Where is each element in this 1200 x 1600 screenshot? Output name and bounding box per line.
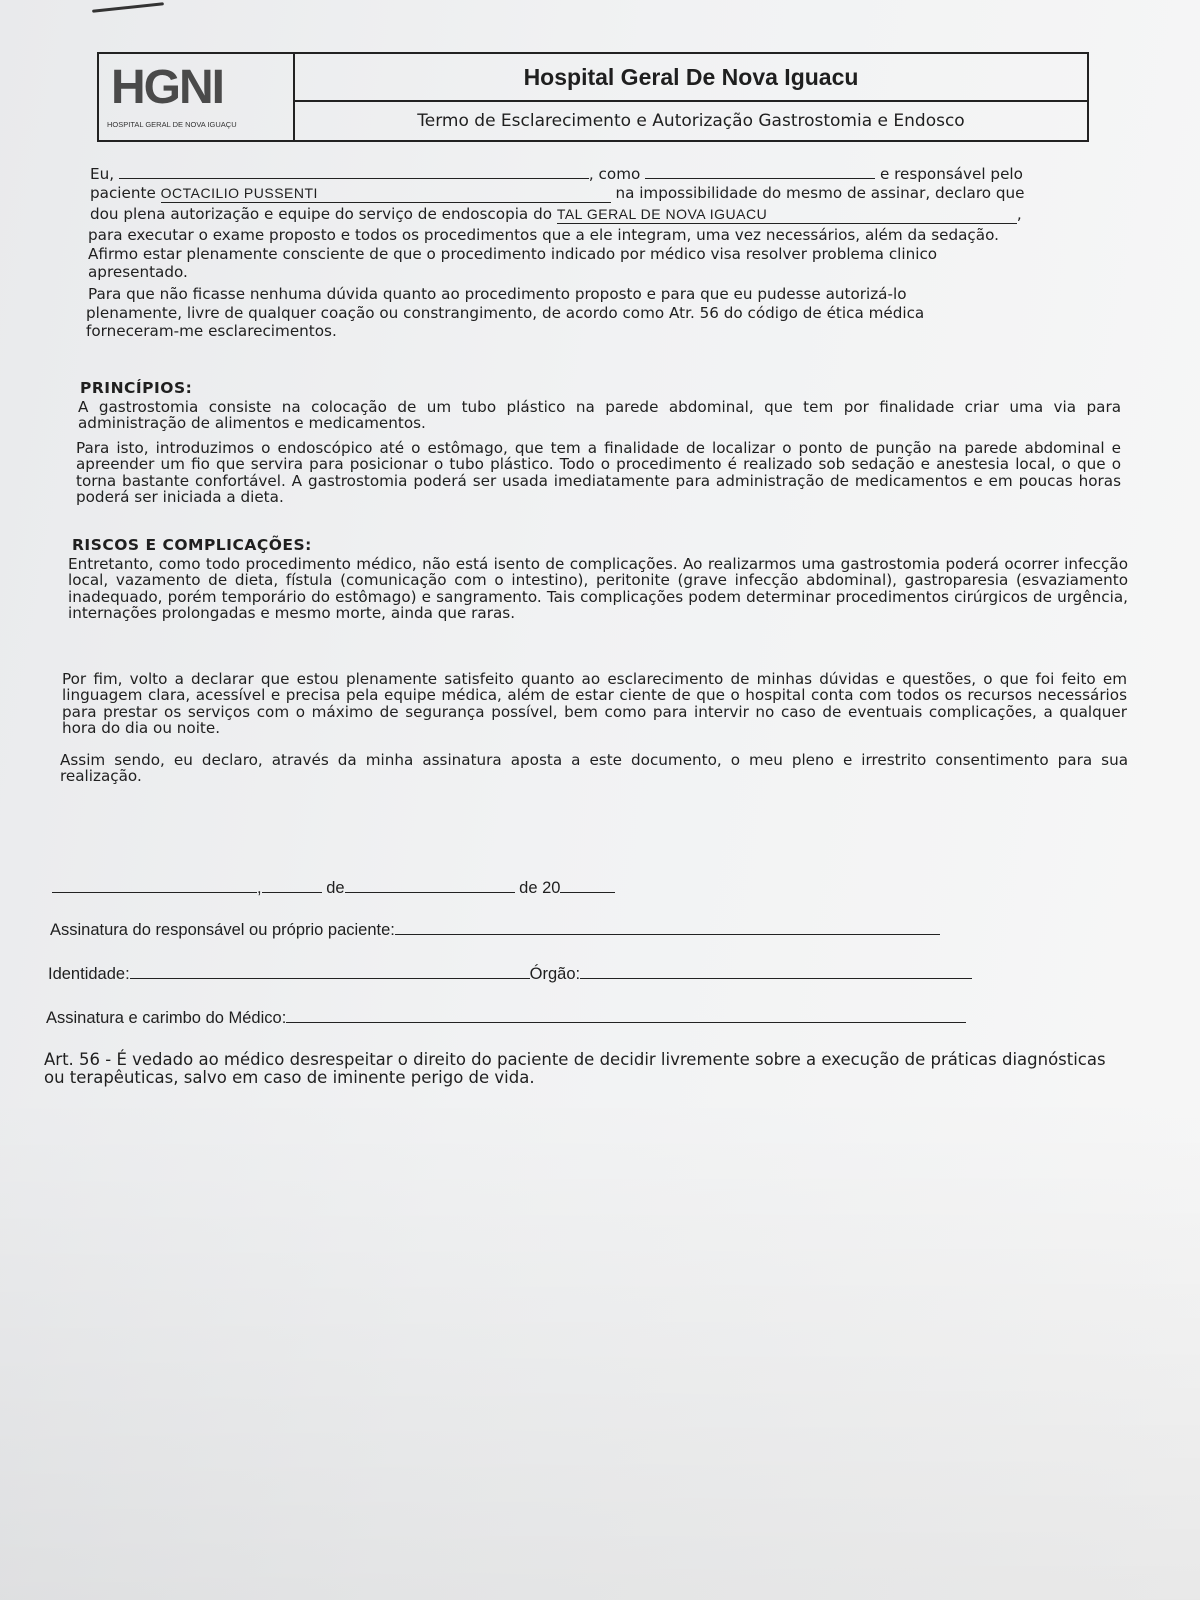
de20-label: de 20 (519, 879, 561, 897)
hospital-field[interactable]: TAL GERAL DE NOVA IGUACU (557, 206, 1017, 224)
intro-line-4: para executar o exame proposto e todos os procedimentos que a ele integram, uma vez necessários, além da sedação. (88, 226, 999, 244)
riscos-heading: RISCOS E COMPLICAÇÕES: (72, 536, 312, 554)
hgni-logo: HGNI (111, 61, 223, 114)
month-blank[interactable] (345, 878, 515, 893)
medico-signature-blank[interactable] (286, 1008, 966, 1023)
identidade-blank[interactable] (130, 964, 530, 979)
intro-line-6: apresentado. (88, 263, 188, 281)
riscos-paragraph-3: Assim sendo, eu declaro, através da minha assinatura aposta a este documento, o meu pleno e irrestrito consentimento para sua realização. (60, 751, 1128, 786)
date-line (52, 878, 615, 898)
responsavel-signature-line (50, 920, 940, 940)
form-title: Termo de Esclarecimento e Autorização Gastrostomia e Endosco (417, 111, 965, 131)
riscos-paragraph-1: Entretanto, como todo procedimento médico, não está isento de complicações. Ao realizarmos uma gastrostomia poderá ocorrer infecção local, vazamento de dieta, fístula (comunicação com o intestino), peritonite (grave infecção abdominal), gastroparesia (esvaziamento inadequado, porém temporário do estômago) e sangramento. Tais complicações podem determinar procedimentos cirúrgicos de urgência, internações prolongadas e mesmo morte, ainda que raras. (68, 555, 1128, 623)
orgao-label: Órgão: (529, 965, 581, 983)
year-blank[interactable] (560, 878, 615, 893)
orgao-blank[interactable] (580, 964, 972, 979)
intro-line-5: Afirmo estar plenamente consciente de que o procedimento indicado por médico visa resolver problema clinico (88, 245, 938, 263)
intro-line-8: plenamente, livre de qualquer coação ou constrangimento, de acordo como Atr. 56 do código de ética médica (86, 304, 925, 322)
principios-paragraph-2: Para isto, introduzimos o endoscópico até o estômago, que tem a finalidade de localizar o ponto de punção na parede abdominal e apreender um fio que servira para posicionar o tubo plástico. Todo o procedimento é realizado sob sedação e anestesia local, o que o torna bastante confortável. A gastrostomia poderá ser usada imediatamente para administração de medicamentos e em poucas horas poderá ser iniciada a dieta. (76, 439, 1121, 507)
identidade-label: Identidade: (48, 965, 130, 983)
como-label: , como (588, 165, 641, 183)
responsavel-label: e responsável pelo (879, 165, 1023, 183)
principios-paragraph-1: A gastrostomia consiste na colocação de um tubo plástico na parede abdominal, que tem por finalidade criar uma via para administração de alimentos e medicamentos. (78, 398, 1121, 433)
hospital-name: Hospital Geral De Nova Iguacu (295, 54, 1087, 102)
paciente-label: paciente (90, 184, 156, 202)
eu-label: Eu, (90, 165, 115, 183)
form-header (97, 52, 1089, 142)
responsavel-signature-blank[interactable] (395, 920, 940, 935)
patient-name-field[interactable]: OCTACILIO PUSSENTI (161, 185, 611, 203)
principios-heading: PRINCÍPIOS: (80, 379, 193, 397)
photo-shadow (0, 1090, 1200, 1600)
de-label: de (326, 879, 345, 897)
autorizacao-text: dou plena autorização e equipe do serviço de endoscopia do (90, 205, 552, 223)
identidade-line (48, 964, 972, 984)
title-cell (295, 54, 1087, 140)
intro-line-9: forneceram-me esclarecimentos. (86, 322, 337, 340)
intro-line-1 (90, 165, 1102, 183)
intro-line-2 (90, 185, 1102, 203)
logo-cell (99, 54, 295, 140)
pen-mark (92, 2, 164, 13)
day-blank[interactable] (262, 878, 322, 893)
name-blank[interactable] (119, 165, 589, 179)
relation-blank[interactable] (645, 165, 875, 179)
city-blank[interactable] (52, 878, 257, 893)
riscos-paragraph-2: Por fim, volto a declarar que estou plenamente satisfeito quanto ao esclarecimento de minhas dúvidas e questões, o que foi feito em linguagem clara, acessível e precisa pela equipe médica, além de estar ciente de que o hospital conta com todos os recursos necessários para prestar os serviços com o máximo de segurança possível, bem como para intervir no caso de eventuais complicações, a qualquer hora do dia ou noite. (62, 670, 1127, 738)
impossibilidade-text: na impossibilidade do mesmo de assinar, declaro que (615, 184, 1025, 202)
intro-line-3 (90, 206, 1102, 224)
responsavel-signature-label: Assinatura do responsável ou próprio paciente: (50, 921, 395, 939)
art56-footnote: Art. 56 - É vedado ao médico desrespeitar o direito do paciente de decidir livremente sobre a execução de práticas diagnósticas ou terapêuticas, salvo em caso de iminente perigo de vida. (44, 1050, 1106, 1087)
medico-signature-label: Assinatura e carimbo do Médico: (46, 1009, 287, 1027)
comma: , (1016, 205, 1022, 223)
logo-subtitle: HOSPITAL GERAL DE NOVA IGUAÇU (107, 120, 237, 129)
medico-signature-line (46, 1008, 966, 1028)
date-comma: , (257, 879, 262, 897)
intro-line-7: Para que não ficasse nenhuma dúvida quanto ao procedimento proposto e para que eu pudesse autorizá-lo (88, 285, 907, 303)
